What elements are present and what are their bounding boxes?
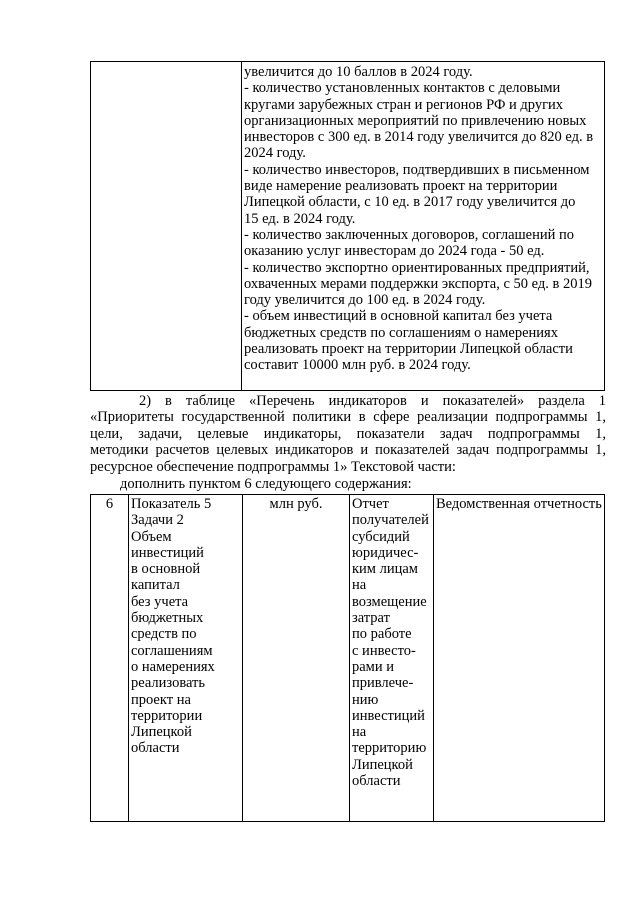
text-line: Липецкой области, с 10 ед. в 2017 году увеличится до: [244, 194, 576, 211]
paragraph-line: цели, задачи, целевые индикаторы, показатели задач подпрограммы 1,: [90, 425, 606, 442]
unit-cell: млн руб.: [243, 495, 350, 822]
text-line: составит 10000 млн руб. в 2024 году.: [244, 357, 471, 374]
text-line: - количество заключенных договоров, соглашений по: [244, 226, 575, 243]
source-line: по работе: [352, 626, 412, 643]
indicator-line: Задачи 2: [131, 512, 184, 529]
text-line: увеличится до 10 баллов в 2024 году.: [244, 64, 473, 80]
text-line: 2024 году.: [244, 145, 306, 162]
top-table-text-cell: [242, 62, 605, 391]
indicator-line: инвестиций: [131, 544, 204, 561]
source-line: на: [352, 577, 367, 594]
source-line: ким лицам: [352, 561, 418, 578]
indicator-line: проект на: [131, 691, 191, 708]
paragraph-line: «Приоритеты государственной политики в сфере реализации подпрограммы 1,: [90, 409, 606, 426]
indicator-line: без учета: [131, 593, 189, 610]
row-number: 6: [91, 495, 129, 822]
top-table-empty-cell: [91, 62, 242, 391]
indicator-line: территории: [131, 707, 203, 724]
source-line: нию: [352, 691, 379, 708]
indicator-line: Объем: [131, 528, 172, 545]
indicator-line: в основной: [131, 561, 201, 578]
source-line: Отчет: [352, 496, 389, 512]
source-line: территорию: [352, 740, 427, 757]
source-line: юридичес-: [352, 544, 419, 561]
supplement-line-wrap: [120, 476, 600, 492]
indicator-line: средств по: [131, 626, 197, 643]
text-line: - количество инвесторов, подтвердивших в письменном: [244, 161, 590, 178]
indicator-line: Показатель 5: [131, 496, 212, 512]
paragraph-line: методики расчетов целевых индикаторов и показателей задач подпрограммы 1,: [90, 442, 606, 459]
text-line: виде намерение реализовать проект на территории: [244, 178, 558, 195]
text-line: организационных мероприятий по привлечению новых: [244, 112, 587, 129]
text-line: - количество установленных контактов с деловыми: [244, 80, 561, 97]
source-line: возмещение: [352, 593, 427, 610]
text-line: году увеличится до 100 ед. в 2024 году.: [244, 292, 486, 309]
indicator-line: соглашениям: [131, 642, 213, 659]
indicator-line: области: [131, 740, 180, 757]
indicator-line: о намерениях: [131, 658, 215, 675]
text-line: бюджетных средств по соглашениям о намерениях: [244, 324, 558, 341]
source-line: инвестиций: [352, 707, 425, 724]
text-line: кругами зарубежных стран и регионов РФ и других: [244, 96, 564, 113]
indicator-cell: [129, 495, 243, 822]
source-line: на: [352, 724, 367, 741]
text-line: - количество экспортно ориентированных предприятий,: [244, 259, 590, 276]
source-line: рами и: [352, 658, 395, 675]
paragraph-line: 2) в таблице «Перечень индикаторов и показателей» раздела 1: [90, 393, 606, 409]
indicator-line: реализовать: [131, 675, 205, 692]
text-line: оказанию услуг инвесторам до 2024 года - 50 ед.: [244, 243, 545, 260]
source-line: Липецкой: [352, 756, 413, 773]
source-line: области: [352, 773, 401, 790]
source-line: затрат: [352, 610, 390, 627]
top-table: [90, 61, 605, 391]
source-cell: [350, 495, 434, 822]
indicator-line: Липецкой: [131, 724, 192, 741]
indicator-line: капитал: [131, 577, 180, 594]
supplement-line: дополнить пунктом 6 следующего содержания:: [120, 476, 412, 492]
text-line: охваченных мерами поддержки экспорта, с 50 ед. в 2019: [244, 275, 592, 292]
amendment-paragraph: [90, 393, 606, 475]
paragraph-line: ресурсное обеспечение подпрограммы 1» Текстовой части:: [90, 458, 456, 475]
source-line: с инвесто-: [352, 642, 416, 659]
text-line: - объем инвестиций в основной капитал без учета: [244, 308, 553, 325]
reporting-cell: Ведомственная отчетность: [434, 495, 605, 822]
source-line: субсидий: [352, 528, 410, 545]
text-line: инвесторов с 300 ед. в 2014 году увеличится до 820 ед. в: [244, 129, 594, 146]
text-line: 15 ед. в 2024 году.: [244, 210, 356, 227]
source-line: получателей: [352, 512, 429, 529]
text-line: реализовать проект на территории Липецкой области: [244, 341, 573, 358]
indicator-table: [90, 494, 605, 822]
source-line: привлече-: [352, 675, 414, 692]
indicator-line: бюджетных: [131, 610, 204, 627]
